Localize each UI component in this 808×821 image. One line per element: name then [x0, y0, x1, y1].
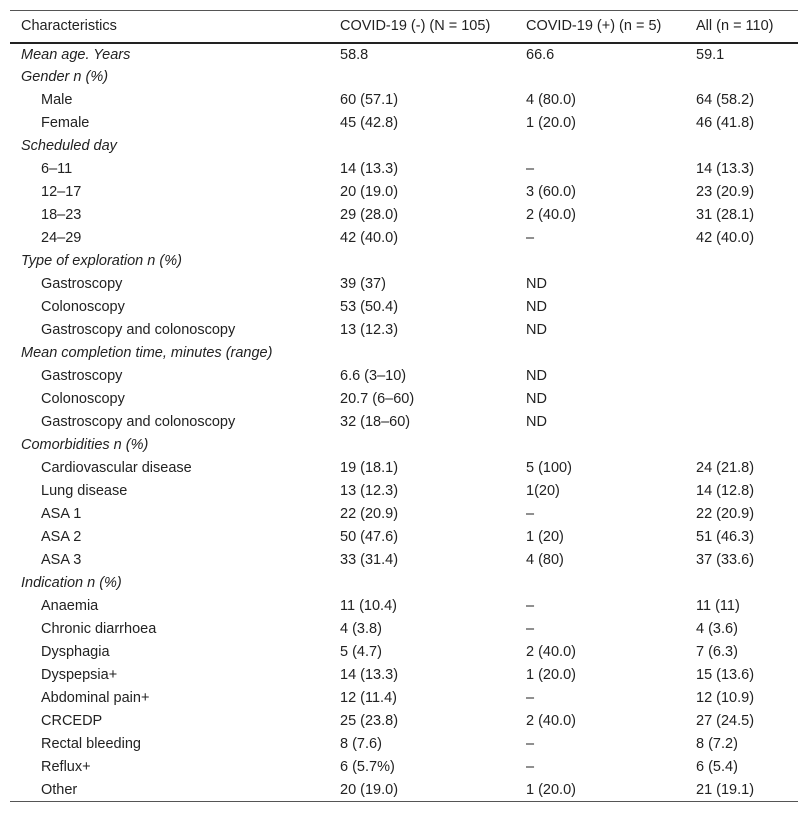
section-label: Mean age. Years — [21, 46, 131, 63]
cell-all: 51 (46.3) — [696, 529, 755, 545]
table-container — [10, 10, 798, 802]
table-row — [10, 89, 798, 112]
cell-all — [685, 388, 798, 411]
cell-covid-negative — [329, 572, 515, 595]
cell-covid-negative: 5 (4.7) — [340, 644, 382, 660]
section-row — [10, 135, 798, 158]
cell-all: 14 (13.3) — [696, 161, 755, 177]
table-row — [10, 411, 798, 434]
row-label: Gastroscopy — [41, 276, 123, 292]
table-row — [10, 733, 798, 756]
table-row — [10, 273, 798, 296]
table-body — [10, 43, 798, 802]
cell-all — [685, 365, 798, 388]
cell-covid-positive: – — [526, 598, 535, 614]
row-label: Chronic diarrhoea — [41, 621, 157, 637]
table-row — [10, 181, 798, 204]
cell-all: 8 (7.2) — [696, 736, 738, 752]
cell-covid-positive: 2 (40.0) — [526, 644, 576, 660]
cell-covid-positive: – — [526, 506, 535, 522]
cell-all: 42 (40.0) — [696, 230, 755, 246]
table-row — [10, 480, 798, 503]
table-row — [10, 779, 798, 802]
cell-covid-negative: 42 (40.0) — [340, 230, 399, 246]
cell-covid-positive: – — [526, 736, 535, 752]
row-label: 12–17 — [41, 184, 82, 200]
row-label: Dysphagia — [41, 644, 110, 660]
cell-covid-positive: – — [526, 161, 535, 177]
cell-all — [685, 572, 798, 595]
table-row — [10, 319, 798, 342]
cell-covid-negative: 13 (12.3) — [340, 322, 399, 338]
cell-all — [685, 411, 798, 434]
cell-covid-positive: 1 (20.0) — [515, 779, 685, 802]
table-row — [10, 296, 798, 319]
cell-covid-positive — [515, 250, 685, 273]
cell-covid-negative: 20.7 (6–60) — [340, 391, 415, 407]
header-all: All (n = 110) — [685, 11, 798, 43]
cell-covid-negative: 19 (18.1) — [340, 460, 399, 476]
cell-covid-negative — [329, 342, 515, 365]
section-label: Indication n (%) — [21, 575, 122, 591]
section-label: Type of exploration n (%) — [21, 253, 182, 269]
cell-all — [685, 250, 798, 273]
cell-covid-negative: 50 (47.6) — [340, 529, 399, 545]
header-covid-positive: COVID-19 (+) (n = 5) — [515, 11, 685, 43]
cell-all: 15 (13.6) — [696, 667, 755, 683]
cell-covid-positive — [515, 572, 685, 595]
row-label: Other — [10, 779, 329, 802]
cell-covid-negative — [329, 135, 515, 158]
cell-all — [685, 434, 798, 457]
table-row — [10, 204, 798, 227]
cell-covid-positive: 5 (100) — [526, 460, 572, 476]
section-label: Scheduled day — [21, 138, 117, 154]
cell-covid-negative: 39 (37) — [340, 276, 386, 292]
row-label: ASA 1 — [41, 506, 82, 522]
cell-covid-negative: 20 (19.0) — [340, 184, 399, 200]
cell-covid-negative: 45 (42.8) — [340, 115, 399, 131]
cell-covid-positive: 1(20) — [526, 483, 560, 499]
row-label: ASA 3 — [41, 552, 82, 568]
cell-covid-positive: 4 (80.0) — [526, 92, 576, 108]
cell-covid-negative: 20 (19.0) — [329, 779, 515, 802]
cell-covid-negative: 60 (57.1) — [340, 92, 399, 108]
cell-covid-negative: 14 (13.3) — [340, 161, 399, 177]
row-label: Colonoscopy — [41, 299, 125, 315]
row-label: Cardiovascular disease — [41, 460, 192, 476]
section-row — [10, 342, 798, 365]
cell-covid-positive: – — [526, 690, 535, 706]
cell-covid-negative: 58.8 — [340, 46, 369, 63]
cell-all: 14 (12.8) — [696, 483, 755, 499]
cell-all: 23 (20.9) — [696, 184, 755, 200]
cell-covid-negative: 6.6 (3–10) — [340, 368, 407, 384]
cell-covid-positive: 3 (60.0) — [526, 184, 576, 200]
cell-covid-negative — [329, 66, 515, 89]
section-row — [10, 250, 798, 273]
cell-covid-negative: 11 (10.4) — [340, 598, 397, 614]
cell-covid-positive: ND — [526, 322, 547, 338]
cell-covid-positive: ND — [526, 414, 547, 430]
cell-covid-negative — [329, 250, 515, 273]
cell-covid-positive — [515, 66, 685, 89]
cell-covid-positive: ND — [526, 391, 547, 407]
table-row — [10, 457, 798, 480]
table-row — [10, 641, 798, 664]
row-label: Male — [41, 92, 73, 108]
cell-covid-negative: 6 (5.7%) — [340, 759, 395, 775]
header-characteristics: Characteristics — [10, 11, 329, 43]
table-row — [10, 756, 798, 779]
row-label: CRCEDP — [41, 713, 103, 729]
row-label: Lung disease — [41, 483, 128, 499]
cell-all: 22 (20.9) — [696, 506, 755, 522]
header-row — [10, 11, 798, 43]
row-label: Colonoscopy — [41, 391, 125, 407]
row-label: Gastroscopy and colonoscopy — [41, 414, 236, 430]
table-row — [10, 365, 798, 388]
cell-covid-positive — [515, 434, 685, 457]
cell-covid-negative: 8 (7.6) — [340, 736, 382, 752]
cell-all — [685, 135, 798, 158]
cell-all — [685, 342, 798, 365]
cell-covid-negative: 33 (31.4) — [340, 552, 399, 568]
cell-covid-positive: 66.6 — [526, 46, 555, 63]
section-label: Comorbidities n (%) — [21, 437, 149, 453]
cell-covid-positive: ND — [526, 276, 547, 292]
cell-covid-negative: 22 (20.9) — [340, 506, 399, 522]
cell-covid-positive: – — [526, 759, 535, 775]
table-row — [10, 388, 798, 411]
cell-covid-negative — [329, 434, 515, 457]
row-label: 24–29 — [41, 230, 82, 246]
cell-all: 7 (6.3) — [696, 644, 738, 660]
row-label: Female — [41, 115, 90, 131]
row-label: Reflux+ — [41, 759, 91, 775]
table-row — [10, 664, 798, 687]
table-row — [10, 618, 798, 641]
characteristics-table — [10, 10, 798, 802]
cell-covid-positive: ND — [526, 299, 547, 315]
cell-covid-positive: 1 (20) — [526, 529, 564, 545]
section-label: Gender n (%) — [21, 69, 109, 85]
table-header — [10, 11, 798, 43]
row-label: Anaemia — [41, 598, 99, 614]
section-row — [10, 572, 798, 595]
row-label: Abdominal pain+ — [41, 690, 150, 706]
cell-covid-negative: 32 (18–60) — [340, 414, 411, 430]
cell-covid-negative: 13 (12.3) — [340, 483, 399, 499]
cell-covid-negative: 25 (23.8) — [340, 713, 399, 729]
cell-covid-positive: 2 (40.0) — [526, 713, 576, 729]
cell-all: 4 (3.6) — [696, 621, 738, 637]
cell-all: 46 (41.8) — [696, 115, 755, 131]
row-label: Gastroscopy — [41, 368, 123, 384]
row-label: Gastroscopy and colonoscopy — [41, 322, 236, 338]
row-label: 6–11 — [41, 161, 73, 177]
cell-all — [685, 296, 798, 319]
row-label: Rectal bleeding — [41, 736, 141, 752]
cell-covid-positive: 2 (40.0) — [526, 207, 576, 223]
header-covid-negative: COVID-19 (-) (N = 105) — [329, 11, 515, 43]
cell-all: 27 (24.5) — [696, 713, 755, 729]
cell-all — [685, 273, 798, 296]
row-label: 18–23 — [41, 207, 82, 223]
cell-covid-negative: 12 (11.4) — [340, 690, 397, 706]
table-row — [10, 227, 798, 250]
table-row — [10, 526, 798, 549]
table-row — [10, 549, 798, 572]
cell-covid-negative: 4 (3.8) — [340, 621, 382, 637]
table-row — [10, 158, 798, 181]
cell-all: 37 (33.6) — [696, 552, 755, 568]
table-row — [10, 710, 798, 733]
cell-covid-negative: 29 (28.0) — [340, 207, 399, 223]
table-row — [10, 595, 798, 618]
section-row — [10, 43, 798, 66]
cell-covid-positive: – — [526, 621, 535, 637]
section-row — [10, 434, 798, 457]
cell-covid-positive — [515, 342, 685, 365]
cell-covid-negative: 14 (13.3) — [340, 667, 399, 683]
cell-all: 24 (21.8) — [696, 460, 755, 476]
cell-covid-positive — [515, 135, 685, 158]
cell-all: 31 (28.1) — [696, 207, 755, 223]
cell-all — [685, 66, 798, 89]
section-label: Mean completion time, minutes (range) — [21, 345, 273, 361]
cell-all: 6 (5.4) — [696, 759, 738, 775]
cell-covid-positive: – — [526, 230, 535, 246]
cell-all: 64 (58.2) — [696, 92, 755, 108]
cell-covid-negative: 53 (50.4) — [340, 299, 399, 315]
cell-all: 21 (19.1) — [685, 779, 798, 802]
table-row — [10, 503, 798, 526]
cell-all — [685, 319, 798, 342]
cell-covid-positive: 1 (20.0) — [526, 115, 576, 131]
row-label: Dyspepsia+ — [41, 667, 118, 683]
section-row — [10, 66, 798, 89]
row-label: ASA 2 — [41, 529, 82, 545]
cell-covid-positive: 4 (80) — [526, 552, 564, 568]
cell-all: 11 (11) — [696, 598, 740, 614]
cell-all: 12 (10.9) — [696, 690, 755, 706]
table-row — [10, 687, 798, 710]
table-row — [10, 112, 798, 135]
cell-all: 59.1 — [696, 46, 725, 63]
cell-covid-positive: ND — [526, 368, 547, 384]
cell-covid-positive: 1 (20.0) — [526, 667, 576, 683]
